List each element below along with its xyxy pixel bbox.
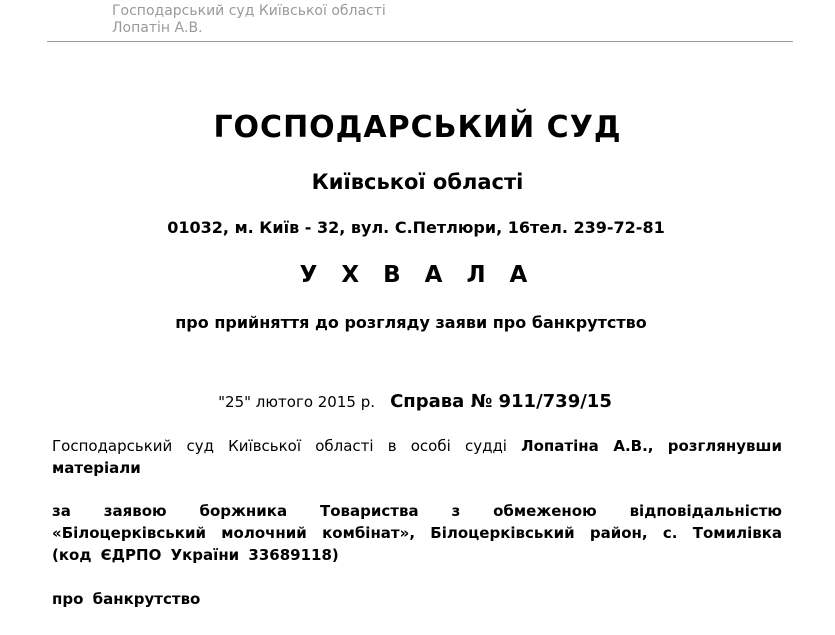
court-region: Київської області [311, 170, 524, 194]
paragraph-court-composition [52, 435, 782, 479]
court-title: ГОСПОДАРСЬКИЙ СУД [213, 110, 622, 145]
header-judge-line: Лопатін А.В. [112, 20, 203, 36]
document-subject: про прийняття до розгляду заяви про банкрутство [175, 313, 647, 332]
paragraph-lead-text: Господарський суд Київської області в особі судді [52, 437, 507, 455]
case-number: Справа № 911/739/15 [390, 391, 612, 412]
paragraph-subject: про банкрутство [52, 590, 201, 608]
page-header [112, 3, 386, 37]
paragraph-tail-text: розглянувши матеріали [52, 437, 782, 477]
court-address: 01032, м. Київ - 32, вул. С.Петлюри, 16тел. 239-72-81 [167, 218, 665, 237]
paragraph-applicant: за заявою боржника Товариства з обмеженою відповідальністю «Білоцерківський молочний комбінат», Білоцерківський район, с. Томилівка (код ЄДРПО України 33689118) [52, 502, 782, 564]
date-case-line [0, 390, 830, 414]
document-type: У Х В А Л А [299, 262, 536, 288]
header-divider [47, 41, 793, 42]
judge-name: Лопатіна А.В., [521, 437, 654, 455]
header-court-line: Господарський суд Київської області [112, 3, 386, 19]
document-date: "25" лютого 2015 р. [218, 393, 375, 411]
